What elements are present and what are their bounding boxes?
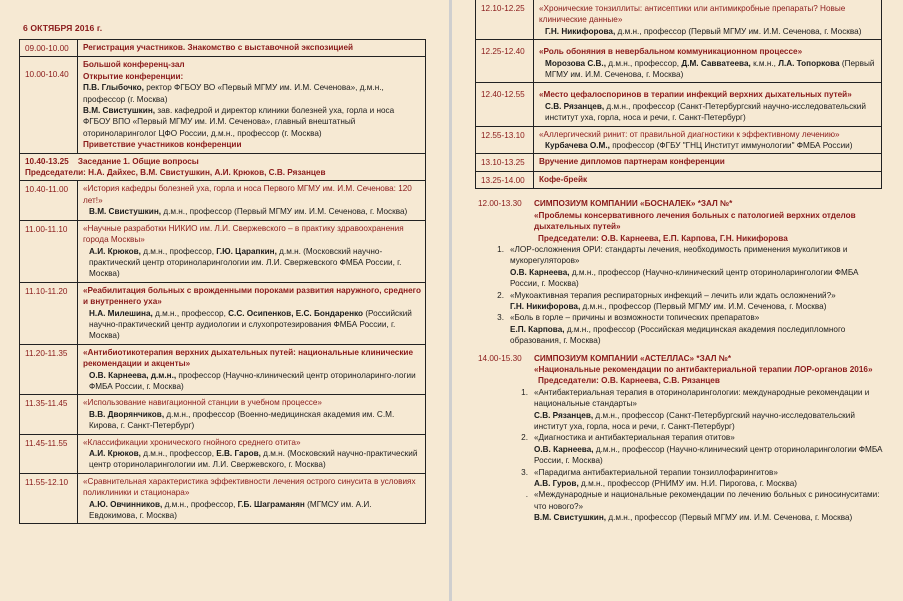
speaker-name: Г.Н. Никифорова, xyxy=(510,301,581,311)
item-number: 2. xyxy=(497,290,504,300)
speaker-name: Л.А. Топоркова xyxy=(778,58,840,68)
speaker-info: д.м.н., профессор (Санкт-Петербургский научно-исследовательский институт уха, горла, носа и речи, г. Санкт-Петербург) xyxy=(534,410,855,431)
speaker-info: (МГМСУ им. А.И. Евдокимова, г. Москва) xyxy=(89,499,372,521)
talk-title: «Реабилитация больных с врожденными пороками развития наружного, среднего и внутреннего уха» xyxy=(83,285,421,307)
list-item xyxy=(478,312,888,346)
item-number: 1. xyxy=(497,244,504,254)
event-cell xyxy=(78,434,426,473)
speaker-name: А.В. Гуров, xyxy=(534,479,579,489)
speaker-name: Г.Ю. Царапкин, xyxy=(216,246,277,256)
symposium-subtitle: «Национальные рекомендации по антибактериальной терапии ЛОР-органов 2016» xyxy=(534,364,873,374)
program-date: 6 ОКТЯБРЯ 2016 г. xyxy=(23,23,103,33)
table-row xyxy=(20,434,426,473)
event-title: Регистрация участников. Знакомство с выставочной экспозицией xyxy=(83,43,354,52)
table-row xyxy=(20,473,426,524)
symposium-chairs: Председатели: О.В. Карнеева, Е.П. Карпова, Г.Н. Никифорова xyxy=(538,233,788,243)
speaker-info: (Российский научно-практический центр аудиологии и слухопротезирования ФМБА России, г. Москва) xyxy=(89,308,412,341)
time-cell: 12.40-12.55 xyxy=(476,83,534,126)
speaker-name: В.М. Свистушкин, xyxy=(89,207,162,217)
speaker-info: к.м.н., xyxy=(753,58,776,68)
symposium-chairs: Председатели: О.В. Карнеева, С.В. Рязанцев xyxy=(538,376,720,386)
time-cell: 11.55-12.10 xyxy=(20,473,78,524)
time-cell: 12.25-12.40 xyxy=(476,40,534,83)
table-row xyxy=(476,126,882,154)
schedule-table-left xyxy=(19,39,426,524)
left-page xyxy=(0,0,449,532)
speaker-info: д.м.н., профессор (Научно-клинический центр оториноларингологии ФМБА России, г. Москва) xyxy=(534,444,883,466)
event-cell xyxy=(534,171,882,188)
item-number: 3. xyxy=(521,467,528,477)
time-cell: 13.25-14.00 xyxy=(476,171,534,188)
talk-title: «Диагностика и антибактериальная терапия отитов» xyxy=(534,433,735,443)
speaker-info: д.м.н., профессор (Научно-клинический центр оториноларингологии ФМБА России, г. Москва) xyxy=(510,267,859,289)
item-number: . xyxy=(525,490,528,500)
speaker-info: д.м.н., профессор (Российская медицинская академия последипломного образования, г. Москва) xyxy=(510,324,846,346)
speaker-name: П.В. Глыбочко, xyxy=(83,83,144,93)
session-cell xyxy=(20,153,426,181)
event-cell xyxy=(78,57,426,153)
speaker-name: А.Ю. Овчинников, xyxy=(89,499,163,509)
event-cell xyxy=(534,83,882,126)
symposium-title: СИМПОЗИУМ КОМПАНИИ «БОСНАЛЕК» *ЗАЛ №* xyxy=(534,199,733,209)
speaker-name: О.В. Карнеева, д.м.н., xyxy=(89,370,177,380)
event-cell xyxy=(534,40,882,83)
list-item xyxy=(478,244,888,290)
speaker-name: А.И. Крюков, xyxy=(89,449,141,458)
talk-title: «Научные разработки НИКИО им. Л.И. Свержевского – в практику здравоохранения города Москвы» xyxy=(83,223,404,245)
symposium-title: СИМПОЗИУМ КОМПАНИИ «АСТЕЛЛАС» *ЗАЛ №* xyxy=(534,353,732,363)
list-item xyxy=(478,432,888,466)
table-row xyxy=(20,57,426,153)
event-title: Вручение дипломов партнерам конференции xyxy=(539,157,725,167)
item-number: 2. xyxy=(521,433,528,443)
talk-title: «Боль в горле – причины и возможности топических препаратов» xyxy=(510,313,760,323)
time-cell: 11.00-11.10 xyxy=(20,220,78,282)
table-row xyxy=(20,220,426,282)
speaker-name: В.М. Свистушкин, xyxy=(534,513,607,523)
event-cell xyxy=(78,220,426,282)
speaker-name: Морозова С.В., xyxy=(545,58,606,68)
speaker-name: Г.Н. Никифорова, xyxy=(545,26,616,36)
speaker-name: Г.Б. Шаграманян xyxy=(237,499,305,509)
talk-title: «Сравнительная характеристика эффективности лечения острого синусита в условиях поликлиники и стационара» xyxy=(83,476,416,498)
session-time: 10.40-13.25 xyxy=(25,156,69,166)
time-cell: 11.10-11.20 xyxy=(20,282,78,344)
table-row xyxy=(476,0,882,40)
speaker-name: В.М. Свистушкин, xyxy=(83,106,156,116)
table-row xyxy=(476,40,882,83)
greeting-title: Приветствие участников конференции xyxy=(83,140,242,150)
speaker-info: д.м.н., профессор (Первый МГМУ им. И.М. Сеченова, г. Москва) xyxy=(163,207,408,217)
event-cell xyxy=(78,282,426,344)
schedule-table-right xyxy=(475,0,882,189)
event-cell xyxy=(78,40,426,57)
symposium-bosnalek xyxy=(478,198,888,346)
talk-title: «ЛОР-осложнения ОРИ: стандарты лечения, необходимость применения муколитиков и мукорегуляторов» xyxy=(510,244,848,266)
talk-title: «Место цефалоспоринов в терапии инфекций верхних дыхательных путей» xyxy=(539,90,852,100)
speaker-info: д.м.н., профессор (Первый МГМУ им. И.М. Сеченова, г. Москва) xyxy=(582,301,827,311)
list-item xyxy=(478,387,888,433)
speaker-name: В.В. Дворянчиков, xyxy=(89,409,165,419)
speaker-info: (Первый МГМУ им. И.М. Сеченова, г. Москва) xyxy=(545,58,875,80)
hall-name: Большой конференц-зал xyxy=(83,60,185,70)
event-cell xyxy=(78,395,426,434)
speaker-name: С.В. Рязанцев, xyxy=(545,101,605,111)
speaker-name: О.В. Карнеева, xyxy=(510,267,570,277)
talk-title: «История кафедры болезней уха, горла и носа Первого МГМУ им. И.М. Сеченова: 120 лет!» xyxy=(83,184,412,205)
speaker-name: Е.П. Карпова, xyxy=(510,324,565,334)
event-cell xyxy=(78,473,426,524)
table-row xyxy=(476,171,882,188)
speaker-name: Е.В. Гаров, xyxy=(216,449,261,458)
speaker-info: д.м.н. (Московский научно-практический центр оториноларингологии им. Л.И. Свержевского ФМБА России, г. Москва) xyxy=(89,246,402,279)
speaker-info: д.м.н., профессор, xyxy=(143,246,214,256)
list-item xyxy=(478,290,888,313)
table-row xyxy=(476,154,882,171)
table-row xyxy=(20,282,426,344)
speaker-name: С.С. Осипенков, Е.С. Бондаренко xyxy=(228,308,364,318)
session-title: Заседание 1. Общие вопросы xyxy=(77,156,199,166)
speaker-info: д.м.н., профессор, xyxy=(143,449,214,458)
talk-title: «Использование навигационной станции в учебном процессе» xyxy=(83,398,322,408)
table-row xyxy=(20,395,426,434)
time-cell: 11.35-11.45 xyxy=(20,395,78,434)
event-cell xyxy=(534,0,882,40)
event-cell xyxy=(534,154,882,171)
speaker-name: Курбачева О.М., xyxy=(545,141,610,151)
table-row xyxy=(476,83,882,126)
speaker-info: ректор ФГБОУ ВО «Первый МГМУ им. И.М. Сеченова», д.м.н., профессор (г. Москва) xyxy=(83,83,384,104)
session-row xyxy=(20,153,426,181)
time-cell: 09.00-10.00 xyxy=(20,40,78,57)
speaker-info: д.м.н., профессор, xyxy=(608,58,680,68)
talk-title: «Классификации хронического гнойного среднего отита» xyxy=(83,437,301,447)
speaker-info: зав. кафедрой и директор клиники болезней уха, горла и носа ФГБОУ ВПО «Первый МГМУ им. И.М. Сеченова», главный внештатный оториноларинголог ЦФО России, д.м.н., профессор (г. Москва) xyxy=(83,106,395,138)
time-cell: 10.00-10.40 xyxy=(20,57,78,153)
session-chairs: Председатели: Н.А. Дайхес, В.М. Свистушкин, А.И. Крюков, С.В. Рязанцев xyxy=(25,168,326,178)
talk-title: «Хронические тонзиллиты: антисептики или антимикробные препараты? Новые клинические данные» xyxy=(539,4,846,25)
speaker-name: Д.М. Савватеева, xyxy=(681,58,751,68)
list-item xyxy=(478,489,888,523)
speaker-info: профессор (Научно-клинический центр оториноларинго-логии ФМБА России, г. Москва) xyxy=(89,370,416,391)
speaker-name: А.И. Крюков, xyxy=(89,246,141,256)
table-row xyxy=(20,181,426,220)
event-cell xyxy=(534,126,882,154)
speaker-name: Н.А. Милешина, xyxy=(89,308,153,318)
list-item xyxy=(478,467,888,490)
time-cell: 13.10-13.25 xyxy=(476,154,534,171)
event-cell xyxy=(78,181,426,220)
opening-title: Открытие конференции: xyxy=(83,71,184,81)
symposium-time: 12.00-13.30 xyxy=(478,199,522,209)
talk-title: «Мукоактивная терапия респираторных инфекций – лечить или ждать осложнений?» xyxy=(510,290,836,300)
talk-title: «Роль обоняния в невербальном коммуникационном процессе» xyxy=(539,47,803,57)
symposium-time: 14.00-15.30 xyxy=(478,353,522,363)
talk-title: «Аллергический ринит: от правильной диагностики к эффективному лечению» xyxy=(539,129,840,139)
speaker-info: д.м.н., профессор (РНИМУ им. Н.И. Пирогова, г. Москва) xyxy=(581,479,797,489)
talk-title: «Парадигма антибактериальной терапии тонзиллофарингитов» xyxy=(534,467,778,477)
speaker-info: д.м.н., профессор (Первый МГМУ им. И.М. Сеченова, г. Москва) xyxy=(608,513,853,523)
speaker-info: д.м.н. (Московский научно-практический центр оториноларингологии им. Л.И. Свержевского, г. Москва) xyxy=(89,449,418,470)
speaker-name: О.В. Карнеева, xyxy=(534,444,594,454)
time-cell: 12.55-13.10 xyxy=(476,126,534,154)
symposium-astellas xyxy=(478,353,888,524)
time-cell: 11.20-11.35 xyxy=(20,344,78,395)
symposium-subtitle: «Проблемы консервативного лечения больных с патологией верхних отделов дыхательных путей» xyxy=(534,210,856,232)
talk-title: «Антибактериальная терапия в оториноларингологии: международные рекомендации и национальные стандарты» xyxy=(534,387,870,409)
speaker-info: д.м.н., профессор (Военно-медицинская академия им. С.М. Кирова, г. Санкт-Петербург) xyxy=(89,409,395,431)
speaker-name: С.В. Рязанцев, xyxy=(534,410,594,420)
item-number: 1. xyxy=(521,387,528,397)
speaker-info: д.м.н., профессор, xyxy=(164,499,236,509)
talk-title: «Международные и национальные рекомендации по лечению больных с риносинуситами: что нового?» xyxy=(534,490,880,511)
table-row xyxy=(20,344,426,395)
right-page xyxy=(452,0,903,532)
event-title: Кофе-брейк xyxy=(539,174,588,184)
time-cell: 10.40-11.00 xyxy=(20,181,78,220)
speaker-info: профессор (ФГБУ "ГНЦ Институт иммунологии" ФМБА России) xyxy=(612,141,853,151)
time-cell: 11.45-11.55 xyxy=(20,434,78,473)
table-row xyxy=(20,40,426,57)
talk-title: «Антибиотикотерапия верхних дыхательных путей: национальные клинические рекомендации и акценты» xyxy=(83,347,414,369)
time-cell: 12.10-12.25 xyxy=(476,0,534,40)
speaker-info: д.м.н., профессор, xyxy=(155,308,226,318)
speaker-info: д.м.н., профессор (Санкт-Петербургский научно-исследовательский институт уха, горла, носа и речи, г. Санкт-Петербург) xyxy=(545,101,866,123)
speaker-info: д.м.н., профессор (Первый МГМУ им. И.М. Сеченова, г. Москва) xyxy=(617,26,862,36)
item-number: 3. xyxy=(497,313,504,323)
event-cell xyxy=(78,344,426,395)
